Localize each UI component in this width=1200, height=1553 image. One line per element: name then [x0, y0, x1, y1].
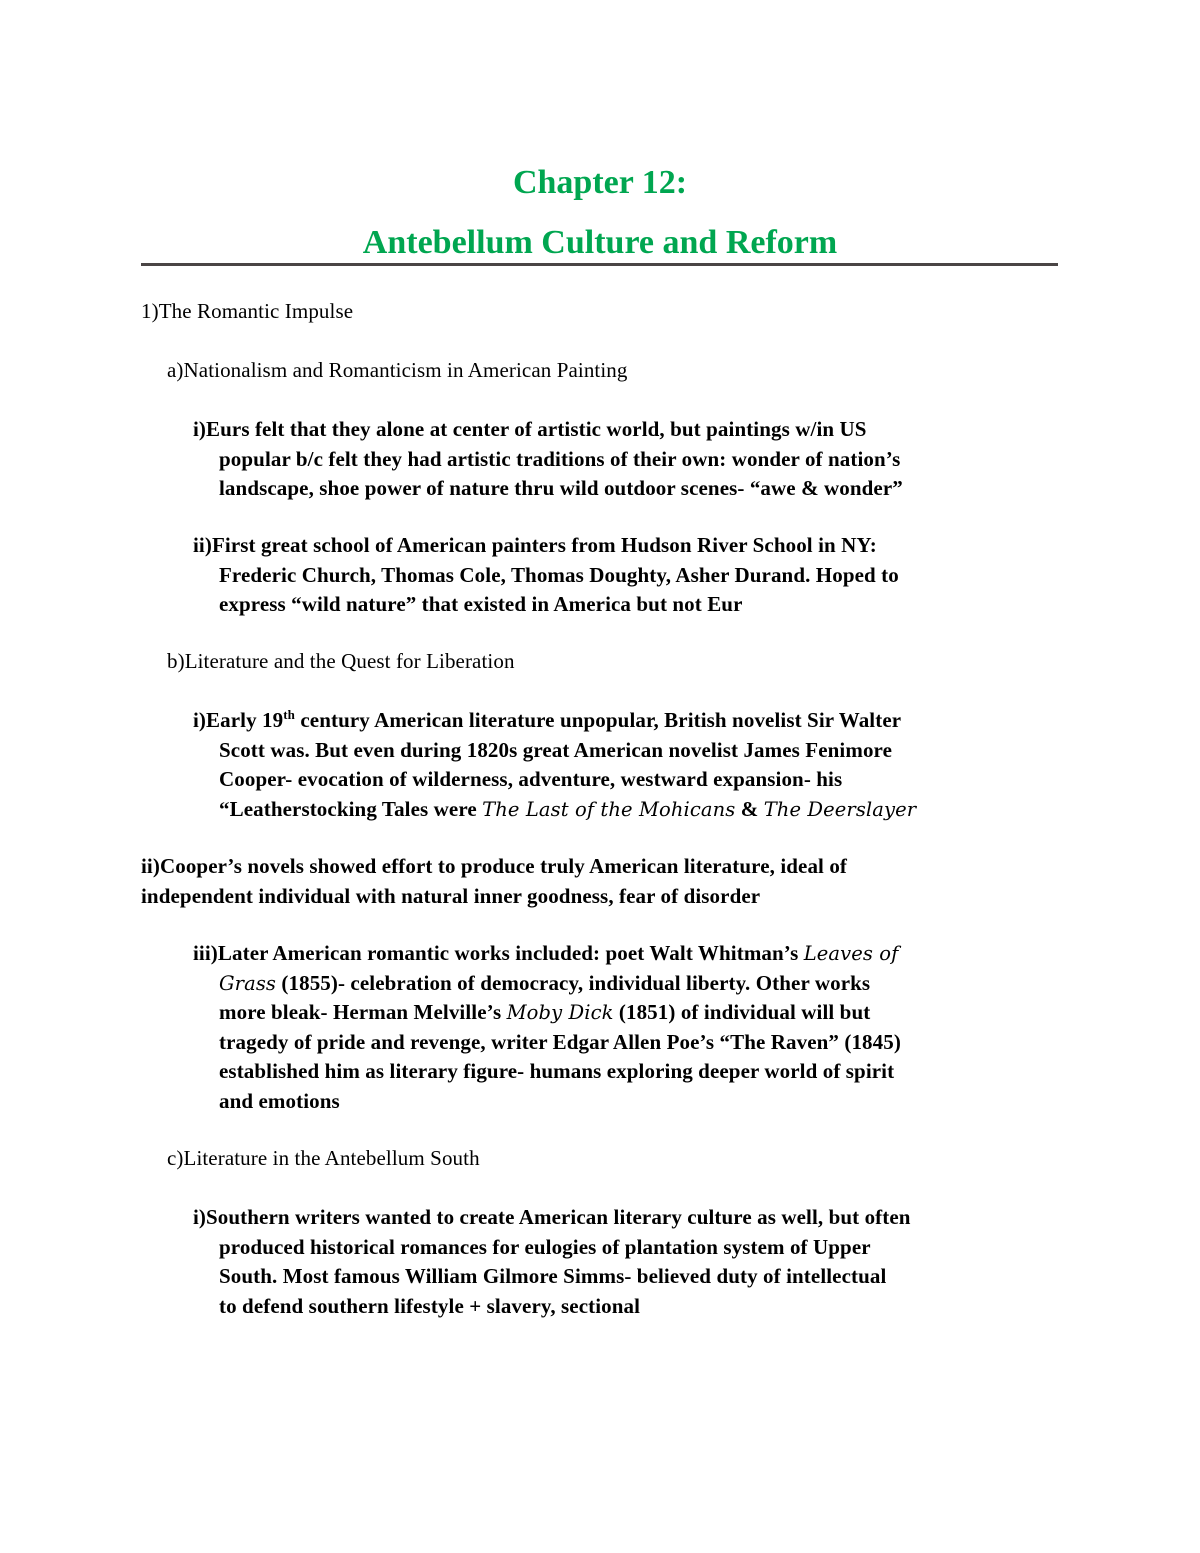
outline-line: ii)Cooper’s novels showed effort to produce truly American literature, ideal of	[141, 854, 848, 878]
chapter-title: Antebellum Culture and Reform	[362, 224, 838, 261]
outline-line: landscape, shoe power of nature thru wild outdoor scenes- “awe & wonder”	[219, 476, 903, 500]
outline-line: Frederic Church, Thomas Cole, Thomas Doughty, Asher Durand. Hoped to	[219, 562, 899, 587]
outline-line: express “wild nature” that existed in America but not Eur	[219, 592, 743, 616]
outline-line: iii)Later American romantic works included: poet Walt Whitman’s Leaves of	[193, 941, 899, 965]
outline-line: Scott was. But even during 1820s great American novelist James Fenimore	[219, 737, 893, 762]
outline-line: to defend southern lifestyle + slavery, sectional	[219, 1293, 641, 1318]
subsection-heading: a)Nationalism and Romanticism in American Painting	[167, 358, 628, 382]
outline-line: more bleak- Herman Melville’s Moby Dick (1851) of individual will but	[219, 1000, 871, 1024]
subsection-heading: b)Literature and the Quest for Liberation	[167, 649, 515, 673]
title-divider	[141, 263, 1058, 266]
outline-line: Grass (1855)- celebration of democracy, individual liberty. Other works	[219, 970, 871, 995]
outline-line: i)Early 19th century American literature unpopular, British novelist Sir Walter	[193, 707, 902, 732]
outline-line: tragedy of pride and revenge, writer Edgar Allen Poe’s “The Raven” (1845)	[219, 1029, 901, 1054]
chapter-heading: Chapter 12:	[512, 164, 688, 201]
outline-line: ii)First great school of American painters from Hudson River School in NY:	[193, 533, 877, 557]
book-title: The Last of the Mohicans	[482, 797, 736, 821]
book-title: Grass	[219, 971, 277, 995]
book-title: Moby Dick	[506, 1001, 614, 1024]
subsection-heading: c)Literature in the Antebellum South	[167, 1146, 480, 1170]
outline-line: i)Southern writers wanted to create American literary culture as well, but often	[193, 1205, 911, 1229]
book-title: The Deerslayer	[763, 797, 917, 821]
outline-line: independent individual with natural inner goodness, fear of disorder	[141, 883, 761, 908]
book-title: Leaves of	[803, 942, 899, 965]
outline-line: i)Eurs felt that they alone at center of artistic world, but paintings w/in US	[193, 417, 867, 441]
outline-line: popular b/c felt they had artistic traditions of their own: wonder of nation’s	[219, 446, 901, 471]
outline-line: established him as literary figure- humans exploring deeper world of spirit	[219, 1059, 895, 1083]
outline-line: Cooper- evocation of wilderness, adventure, westward expansion- his	[219, 767, 843, 791]
outline-line: produced historical romances for eulogies of plantation system of Upper	[219, 1234, 871, 1259]
outline-line: South. Most famous William Gilmore Simms- believed duty of intellectual	[219, 1264, 887, 1288]
outline-line: and emotions	[219, 1088, 340, 1113]
outline-line: “Leatherstocking Tales were The Last of the Mohicans & The Deerslayer	[219, 796, 917, 821]
section-heading: 1)The Romantic Impulse	[141, 299, 354, 323]
